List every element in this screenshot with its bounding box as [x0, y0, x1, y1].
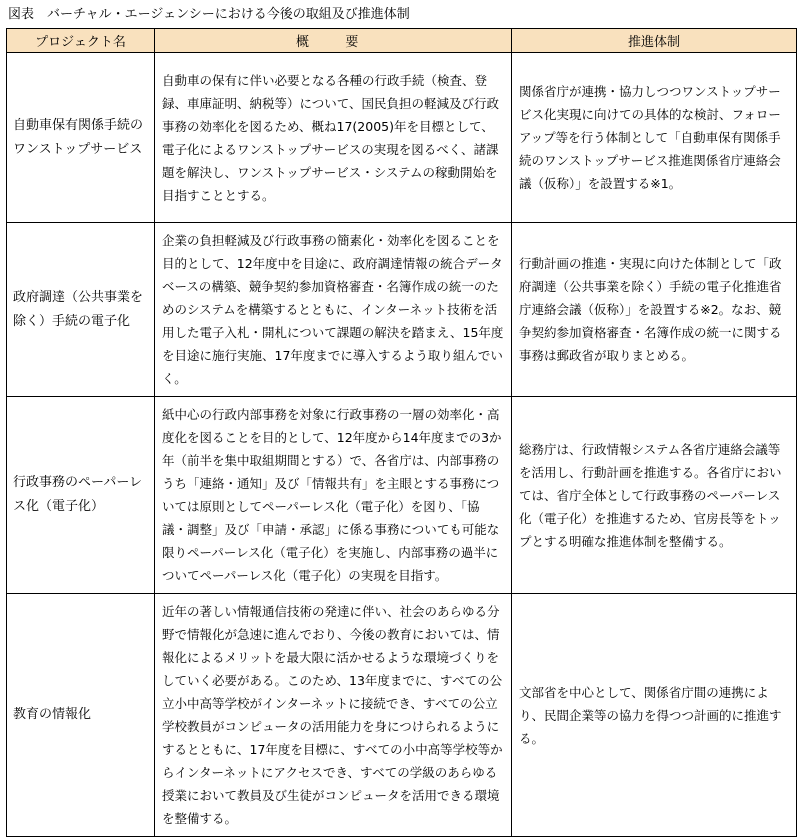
structure-cell: 関係省庁が連携・協力しつつワンストップサービス化実現に向けての具体的な検討、フォローアップ等を行う体制として「自動車保有関係手続のワンストップサービス推進関係省庁連絡会議（仮称）」を設置する※1。	[512, 53, 797, 223]
table-row	[7, 594, 797, 837]
overview-cell: 自動車の保有に伴い必要となる各種の行政手続（検査、登録、車庫証明、納税等）について、国民負担の軽減及び行政事務の効率化を図るため、概ね17(2005)年を目標として、電子化によるワンストップサービスの実現を図るべく、諸課題を解決し、ワンストップサービス・システムの稼動開始を目指すこととする。	[155, 53, 512, 223]
overview-cell: 企業の負担軽減及び行政事務の簡素化・効率化を図ることを目的として、12年度中を目途に、政府調達情報の統合データベースの構築、競争契約参加資格審査・名簿作成の統一のためのシステムを構築するとともに、インターネット技術を活用した電子入札・開札について課題の解決を踏まえ、15年度を目途に施行実施、17年度までに導入するよう取り組んでいく。	[155, 223, 512, 397]
table-row	[7, 53, 797, 223]
header-promotion-structure: 推進体制	[512, 29, 797, 53]
structure-cell: 文部省を中心として、関係省庁間の連携により、民間企業等の協力を得つつ計画的に推進する。	[512, 594, 797, 837]
figure-caption: 図表 バーチャル・エージェンシーにおける今後の取組及び推進体制	[8, 7, 410, 22]
overview-cell: 紙中心の行政内部事務を対象に行政事務の一層の効率化・高度化を図ることを目的として、12年度から14年度までの3か年（前半を集中取組期間とする）で、各省庁は、内部事務のうち「連絡・通知」及び「情報共有」を主眼とする事務については原則としてペーパーレス化（電子化）を図り、「協議・調整」及び「申請・承認」に係る事務についても可能な限りペーパーレス化（電子化）を実施し、内部事務の過半についてペーパーレス化（電子化）の実現を目指す。	[155, 397, 512, 594]
structure-cell: 行動計画の推進・実現に向けた体制として「政府調達（公共事業を除く）手続の電子化推進省庁連絡会議（仮称）」を設置する※2。なお、競争契約参加資格審査・名簿作成の統一に関する事務は郵政省が取りまとめる。	[512, 223, 797, 397]
structure-cell: 総務庁は、行政情報システム各省庁連絡会議等を活用し、行動計画を推進する。各省庁においては、省庁全体として行政事務のペーパーレス化（電子化）を推進するため、官房長等をトップとする明確な推進体制を整備する。	[512, 397, 797, 594]
overview-cell: 近年の著しい情報通信技術の発達に伴い、社会のあらゆる分野で情報化が急速に進んでおり、今後の教育においては、情報化によるメリットを最大限に活かせるような環境づくりをしていく必要がある。このため、13年度までに、すべての公立小中高等学校がインターネットに接続でき、すべての公立学校教員がコンピュータの活用能力を身につけられるようにするとともに、17年度を目標に、すべての小中高等学校等からインターネットにアクセスでき、すべての学級のあらゆる授業において教員及び生徒がコンピュータを活用できる環境を整備する。	[155, 594, 512, 837]
project-name-cell: 自動車保有関係手続のワンストップサービス	[7, 53, 155, 223]
project-name-cell: 行政事務のペーパーレス化（電子化）	[7, 397, 155, 594]
initiatives-table	[6, 28, 797, 837]
table-header-row	[7, 29, 797, 53]
project-name-cell: 政府調達（公共事業を除く）手続の電子化	[7, 223, 155, 397]
project-name-cell: 教育の情報化	[7, 594, 155, 837]
table-row	[7, 223, 797, 397]
table-row	[7, 397, 797, 594]
header-project-name: プロジェクト名	[7, 29, 155, 53]
header-overview: 概 要	[155, 29, 512, 53]
